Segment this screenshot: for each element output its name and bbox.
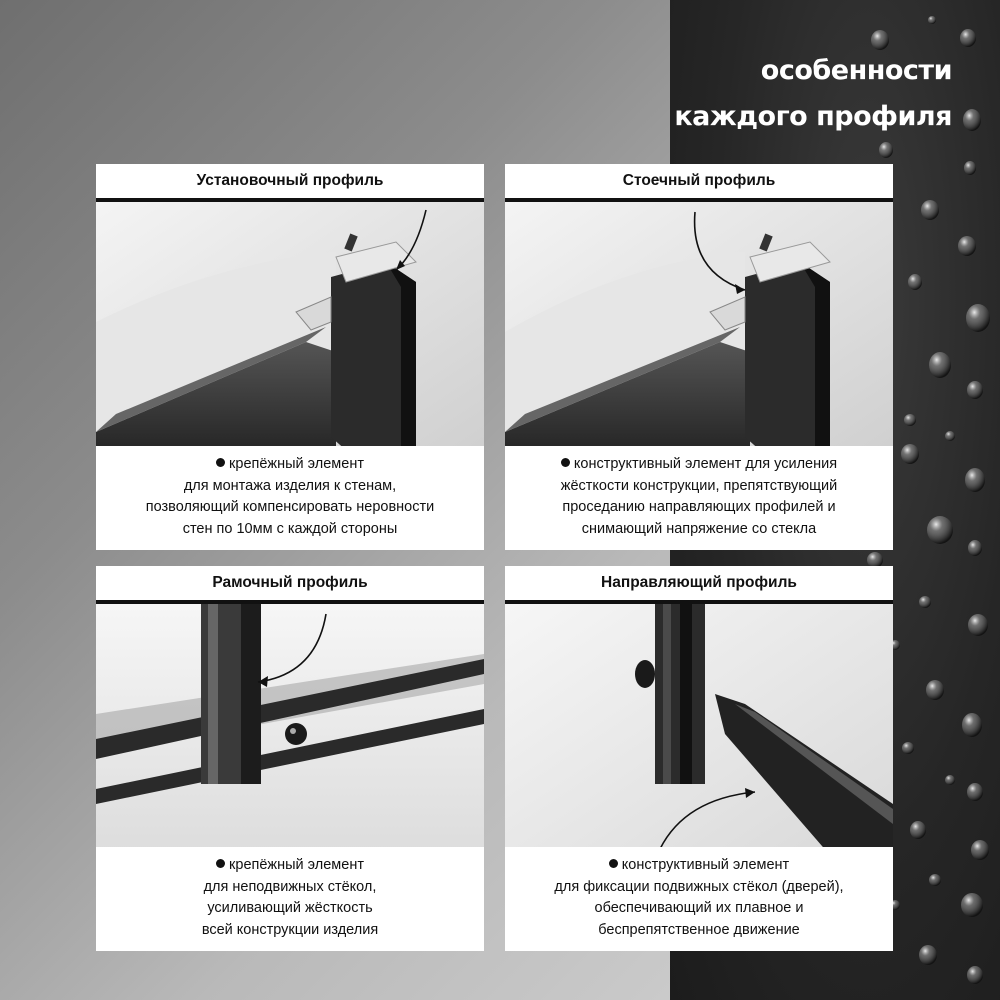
desc-line: обеспечивающий их плавное и <box>594 900 804 916</box>
desc-line: для монтажа изделия к стенам, <box>183 477 397 494</box>
post-profile-photo <box>505 202 893 459</box>
bullet-icon <box>609 859 618 868</box>
card-description <box>96 446 484 550</box>
card-description <box>505 446 893 550</box>
desc-line: жёсткости конструкции, препятствующий <box>560 477 838 494</box>
frame-profile-photo <box>96 604 484 861</box>
card-post-profile <box>505 164 893 550</box>
card-title: Рамочный профиль <box>96 566 484 604</box>
desc-line: усиливающий жёсткость <box>207 900 373 916</box>
bullet-icon <box>561 458 570 467</box>
card-description <box>505 847 893 951</box>
desc-line: крепёжный элемент <box>229 857 364 873</box>
desc-line: для фиксации подвижных стёкол (дверей), <box>554 878 844 895</box>
desc-line: беспрепятственное движение <box>598 921 800 938</box>
card-frame-profile <box>96 566 484 951</box>
desc-line: стен по 10мм с каждой стороны <box>182 520 398 537</box>
desc-line: конструктивный элемент для усиления <box>573 456 838 472</box>
bullet-icon <box>216 859 225 868</box>
page-header <box>674 48 952 140</box>
card-title: Направляющий профиль <box>505 566 893 604</box>
header-line-1: особенности <box>760 55 952 86</box>
desc-line: конструктивный элемент <box>621 857 790 873</box>
card-title: Установочный профиль <box>96 164 484 202</box>
header-line-2: каждого профиля <box>674 101 952 132</box>
bullet-icon <box>216 458 225 467</box>
card-guide-profile <box>505 566 893 951</box>
card-title: Стоечный профиль <box>505 164 893 202</box>
desc-line: для неподвижных стёкол, <box>203 878 377 895</box>
mounting-profile-photo <box>96 202 484 459</box>
card-mounting-profile <box>96 164 484 550</box>
desc-line: крепёжный элемент <box>229 456 364 472</box>
desc-line: проседанию направляющих профилей и <box>562 499 836 515</box>
desc-line: позволяющий компенсировать неровности <box>145 499 435 515</box>
desc-line: всей конструкции изделия <box>201 921 379 938</box>
card-description <box>96 847 484 951</box>
guide-profile-photo <box>505 604 893 861</box>
desc-line: снимающий напряжение со стекла <box>581 520 817 537</box>
